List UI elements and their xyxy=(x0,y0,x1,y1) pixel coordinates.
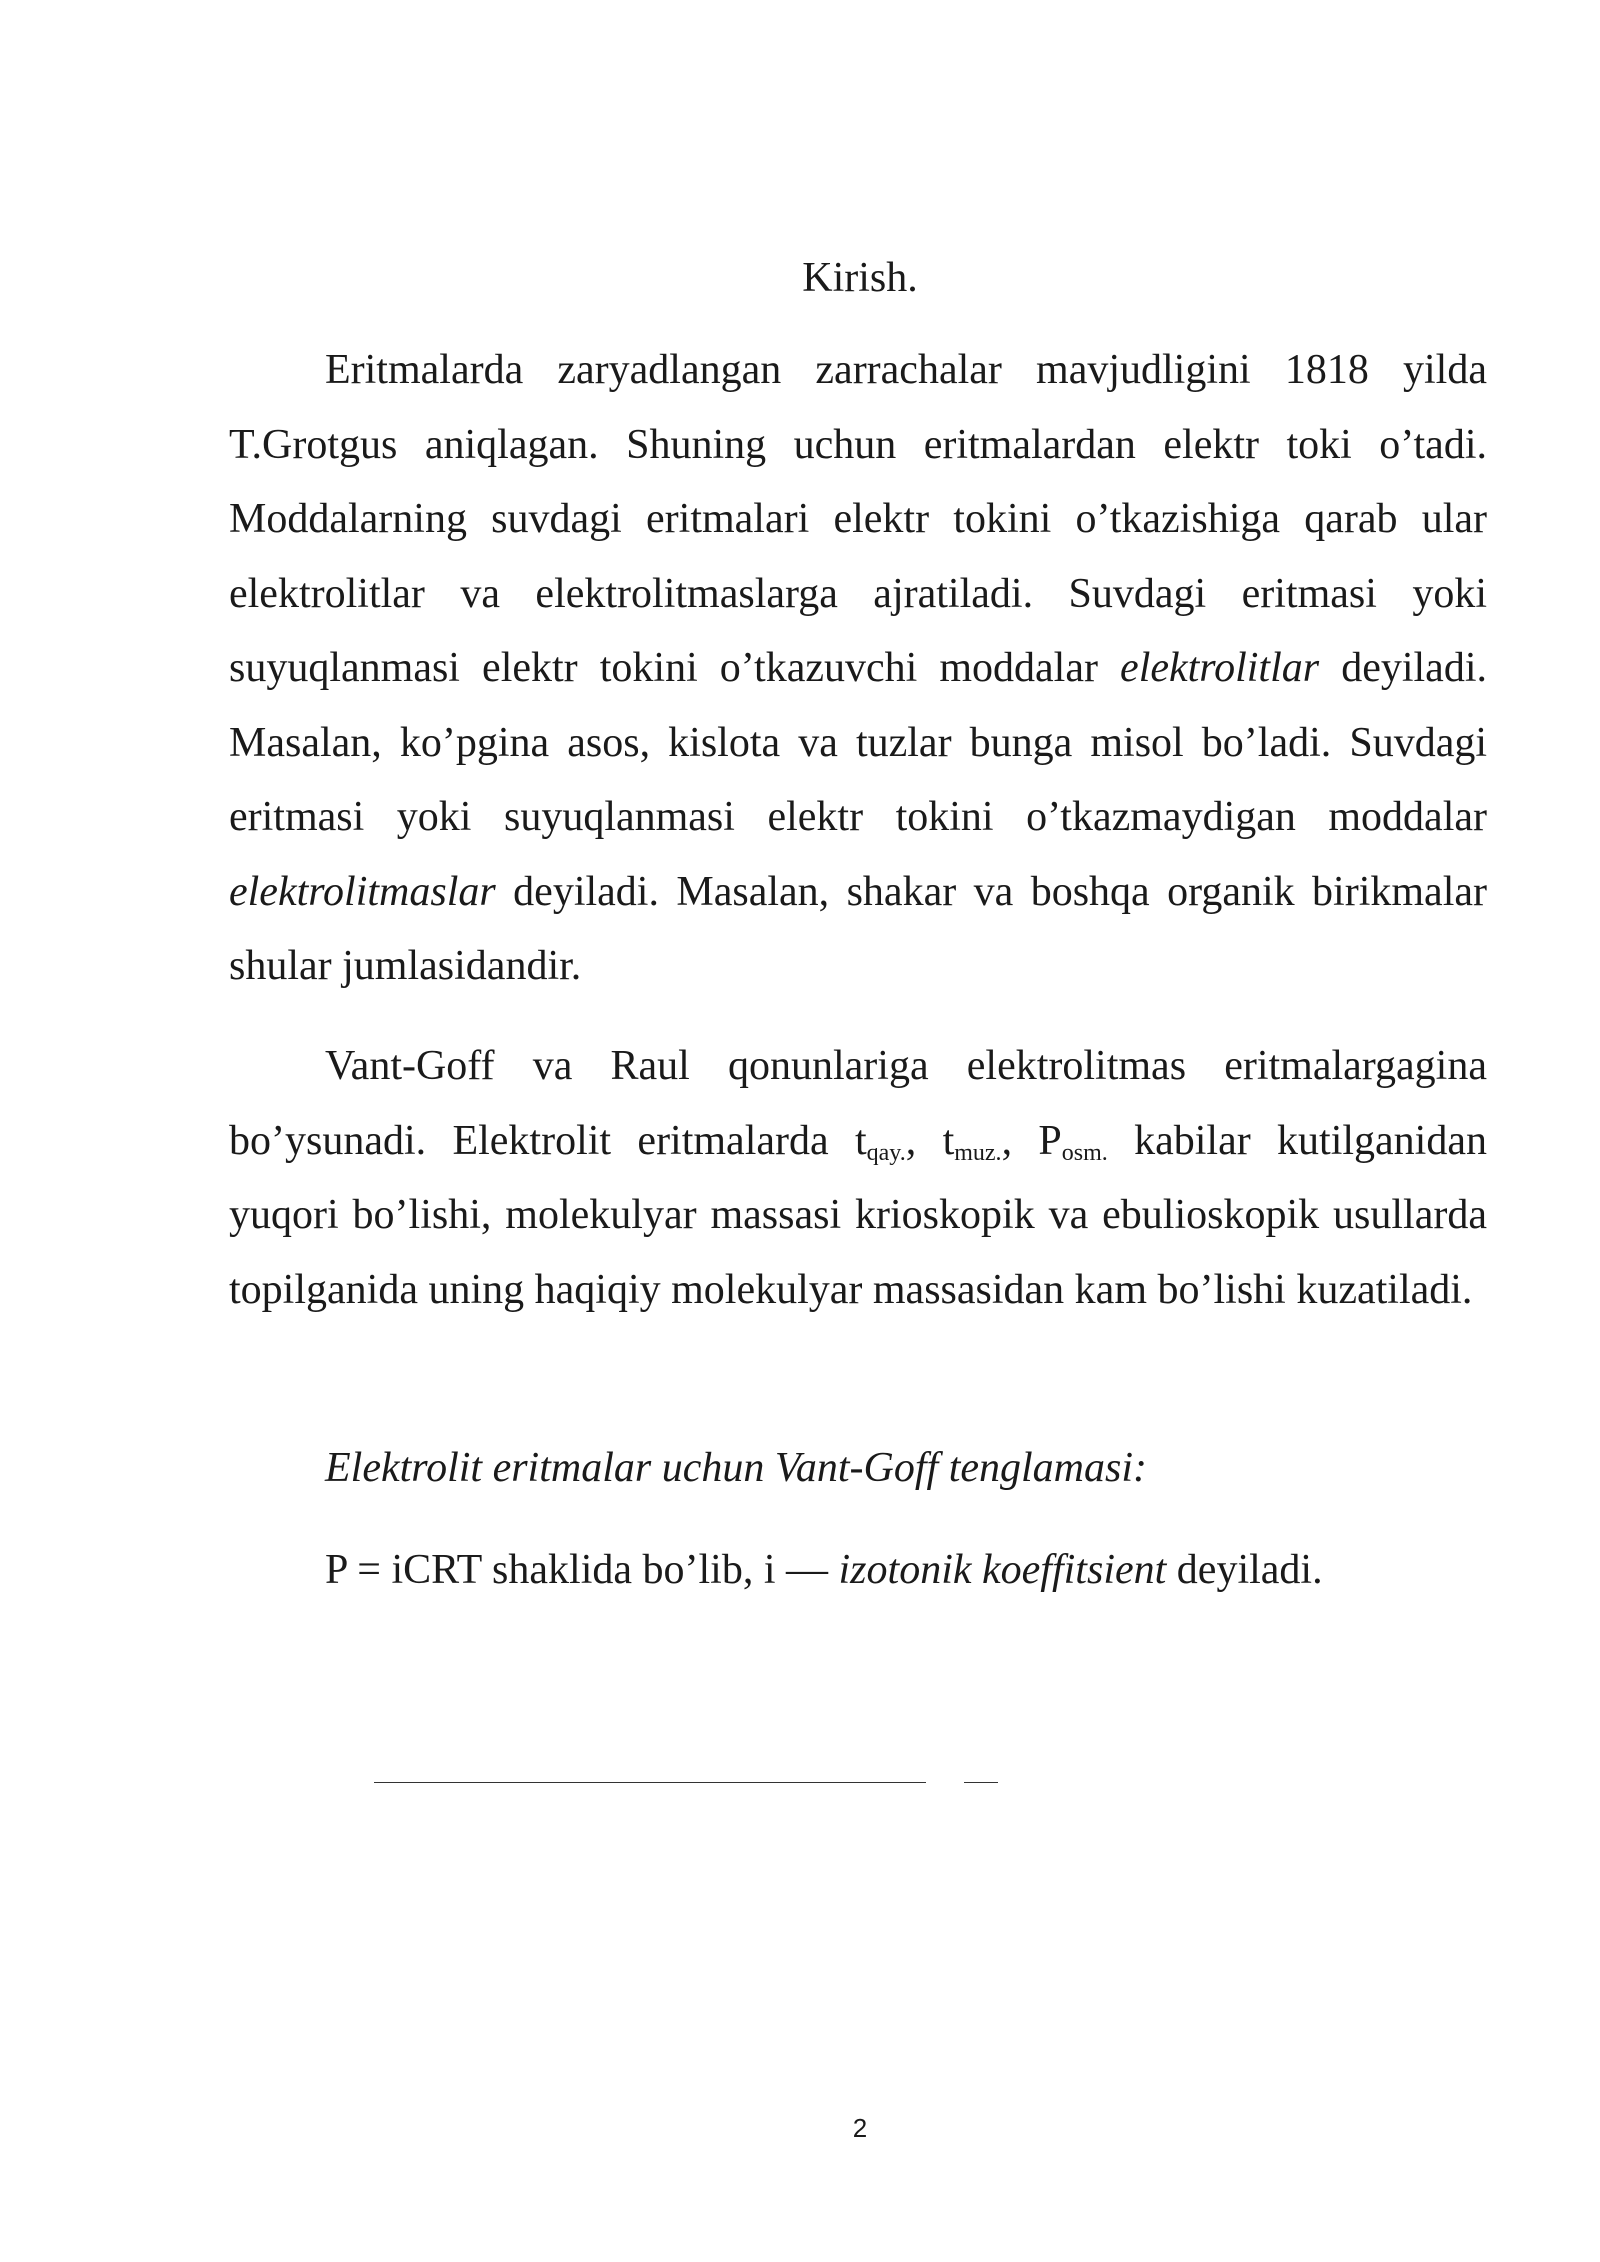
paragraph-intro-text-1: Eritmalarda zaryadlangan zarrachalar mavjudligini 1818 yilda T.Grotgus aniqlagan. Shuning uchun eritmalardan elektr toki o’tadi. Moddalarning suvdagi eritmalari elektr tokini o’tkazishiga qarab ular elektrolitlar va elektrolitmaslarga ajratiladi. Suvdagi eritmasi yoki suyuqlanmasi elektr tokini o’tkazuvchi moddalar xyxy=(229,347,1487,691)
equation-text-2: deyiladi. xyxy=(1166,1547,1323,1593)
paragraph-vant-goff-text-3: , P xyxy=(1001,1117,1062,1164)
paragraph-intro-text-3: deyiladi. Masalan, shakar va boshqa organik birikmalar shular jumlasidandir. xyxy=(229,868,1487,989)
paragraph-equation-heading xyxy=(229,1431,1487,1506)
subscript-osm: osm. xyxy=(1061,1139,1108,1166)
page-title: Kirish. xyxy=(802,255,918,301)
paragraph-vant-goff-text-4: kabilar kutilganidan yuqori bo’lishi, molekulyar massasi krioskopik va ebulioskopik usullarda topilganida uning haqiqiy molekulyar massasidan kam bo’lishi kuzatiladi. xyxy=(229,1117,1487,1313)
paragraph-vant-goff-text-2: , t xyxy=(905,1117,955,1164)
paragraph-intro-text-2: deyiladi. Masalan, ko’pgina asos, kislota va tuzlar bunga misol bo’ladi. Suvdagi eritmasi yoki suyuqlanmasi elektr tokini o’tkazmaydigan moddalar xyxy=(229,645,1487,840)
paragraph-equation xyxy=(229,1533,1487,1608)
subscript-muz: muz. xyxy=(954,1139,1002,1166)
paragraph-vant-goff-raul xyxy=(229,1029,1487,1327)
page-number: 2 xyxy=(852,2113,868,2143)
equation-text-1: P = iCRT shaklida bo’lib, i — xyxy=(325,1547,839,1593)
paragraph-intro xyxy=(229,333,1487,1004)
footnote-separator-line xyxy=(374,1782,926,1783)
term-elektrolitmaslar: elektrolitmaslar xyxy=(229,868,496,915)
footnote-separator-dash xyxy=(964,1782,998,1783)
term-izotonik-koeffitsient: izotonik koeffitsient xyxy=(838,1547,1167,1593)
paragraph-vant-goff-text-1: Vant-Goff va Raul qonunlariga elektrolitmas eritmalargagina bo’ysunadi. Elektrolit eritmalarda t xyxy=(229,1043,1487,1164)
subscript-qay: qay. xyxy=(866,1139,906,1166)
term-elektrolitlar: elektrolitlar xyxy=(1120,645,1320,691)
equation-heading-text: Elektrolit eritmalar uchun Vant-Goff tenglamasi: xyxy=(325,1445,1148,1491)
